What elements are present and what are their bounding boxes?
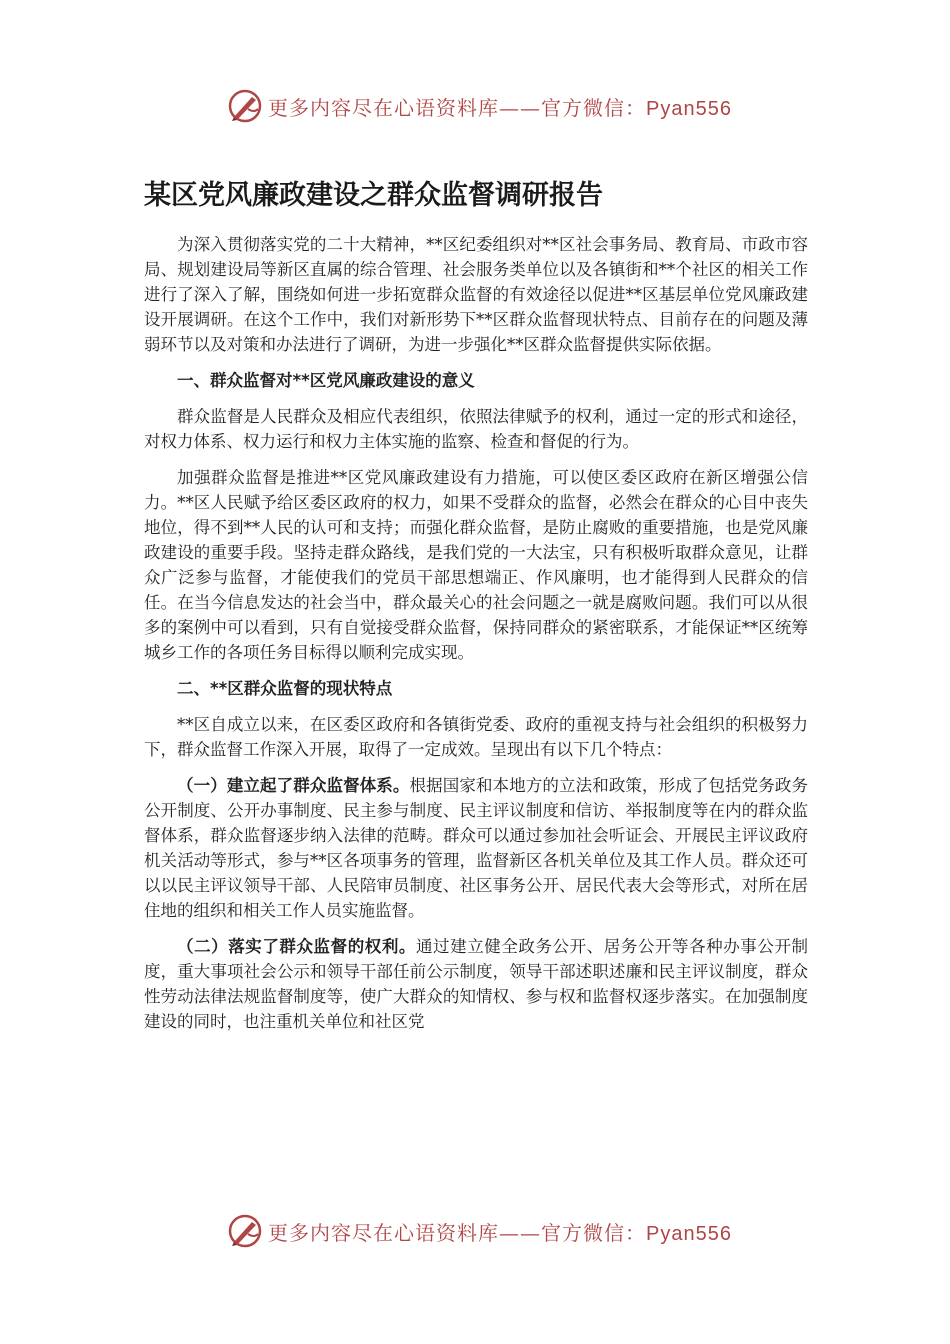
pen-logo-icon bbox=[228, 1214, 262, 1248]
item-1-text: 根据国家和本地方的立法和政策，形成了包括党务政务公开制度、公开办事制度、民主参与制度、民主评议制度和信访、举报制度等在内的群众监督体系，群众监督逐步纳入法律的范畴。群众可以通过参加社会听证会、开展民主评议政府机关活动等形式，参与**区各项事务的管理，监督新区各机关单位及其工作人员。群众还可以以民主评议领导干部、人民陪审员制度、社区事务公开、居民代表大会等形式，对所在居住地的组织和相关工作人员实施监督。 bbox=[144, 776, 809, 920]
banner-wechat-id: Pyan556 bbox=[646, 97, 732, 120]
section2-paragraph-1: **区自成立以来，在区委区政府和各镇街党委、政府的重视支持与社会组织的积极努力下，群众监督工作深入开展，取得了一定成效。呈现出有以下几个特点： bbox=[144, 715, 808, 759]
document-title: 某区党风廉政建设之群众监督调研报告 bbox=[144, 180, 603, 211]
section-heading-2: 二、**区群众监督的现状特点 bbox=[177, 679, 393, 698]
banner-wechat-id: Pyan556 bbox=[646, 1222, 732, 1245]
section-heading-1: 一、群众监督对**区党风廉政建设的意义 bbox=[177, 371, 475, 390]
item-2-text: 通过建立健全政务公开、居务公开等各种办事公开制度，重大事项社会公示和领导干部任前公示制度，领导干部述职述廉和民主评议制度，群众性劳动法律法规监督制度等，使广大群众的知情权、参与权和监督权逐步落实。在加强制度建设的同时，也注重机关单位和社区党 bbox=[144, 937, 809, 1031]
banner-wechat-label: 官方微信： bbox=[541, 1220, 646, 1245]
banner-wechat-label: 官方微信： bbox=[541, 95, 646, 120]
banner-text bbox=[268, 1217, 732, 1246]
item-1-lead: （一）建立起了群众监督体系。 bbox=[177, 776, 410, 795]
pen-logo-icon bbox=[228, 89, 262, 123]
banner-main-text: 更多内容尽在心语资料库 bbox=[268, 95, 499, 120]
document-body bbox=[144, 232, 808, 1045]
item-1-paragraph bbox=[144, 773, 808, 923]
intro-paragraph: 为深入贯彻落实党的二十大精神，**区纪委组织对**区社会事务局、教育局、市政市容局、规划建设局等新区直属的综合管理、社会服务类单位以及各镇街和**个社区的相关工作进行了深入了解，围绕如何进一步拓宽群众监督的有效途径以促进**区基层单位党风廉政建设开展调研。在这个工作中，我们对新形势下**区群众监督现状特点、目前存在的问题及薄弱环节以及对策和办法进行了调研，为进一步强化**区群众监督提供实际依据。 bbox=[144, 235, 808, 354]
banner-separator: —— bbox=[499, 1220, 541, 1245]
section1-paragraph-1: 群众监督是人民群众及相应代表组织，依照法律赋予的权利，通过一定的形式和途径，对权力体系、权力运行和权力主体实施的监察、检查和督促的行为。 bbox=[144, 407, 808, 451]
banner-main-text: 更多内容尽在心语资料库 bbox=[268, 1220, 499, 1245]
item-2-lead: （二）落实了群众监督的权利。 bbox=[177, 937, 416, 956]
banner-text bbox=[268, 92, 732, 121]
item-2-paragraph bbox=[144, 934, 808, 1034]
banner-separator: —— bbox=[499, 95, 541, 120]
header-banner bbox=[228, 86, 748, 126]
footer-banner bbox=[228, 1211, 748, 1251]
section1-paragraph-2: 加强群众监督是推进**区党风廉政建设有力措施，可以使区委区政府在新区增强公信力。**区人民赋予给区委区政府的权力，如果不受群众的监督，必然会在群众的心目中丧失地位，得不到**人民的认可和支持；而强化群众监督，是防止腐败的重要措施，也是党风廉政建设的重要手段。坚持走群众路线，是我们党的一大法宝，只有积极听取群众意见，让群众广泛参与监督，才能使我们的党员干部思想端正、作风廉明，也才能得到人民群众的信任。在当今信息发达的社会当中，群众最关心的社会问题之一就是腐败问题。我们可以从很多的案例中可以看到，只有自觉接受群众监督，保持同群众的紧密联系，才能保证**区统筹城乡工作的各项任务目标得以顺利完成实现。 bbox=[144, 468, 808, 662]
